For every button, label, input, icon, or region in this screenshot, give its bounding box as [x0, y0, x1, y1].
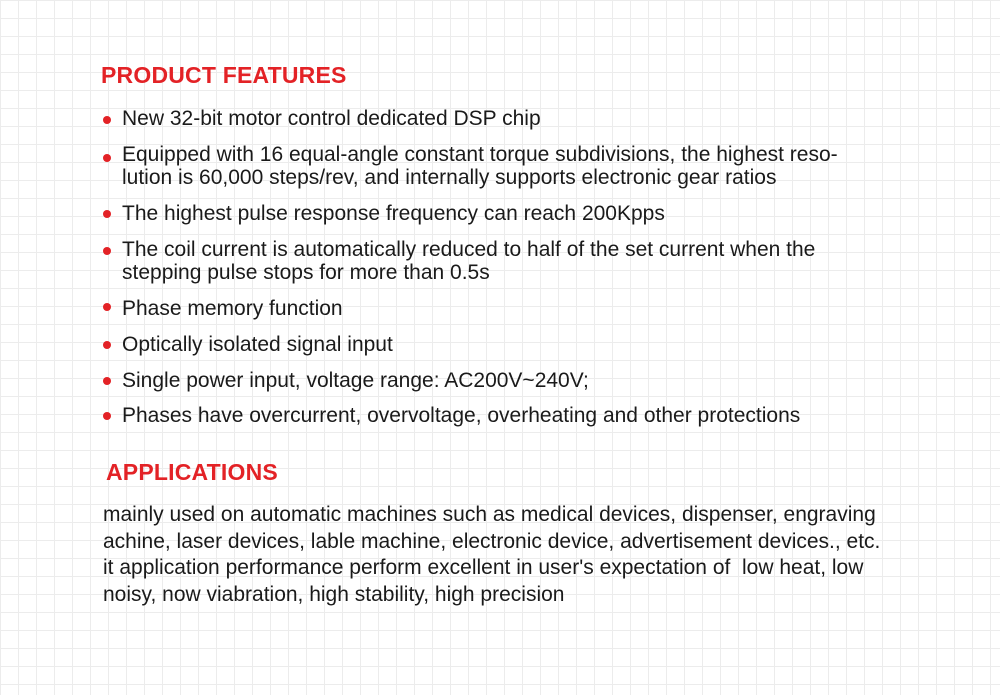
- feature-text: Single power input, voltage range: AC200V~240V;: [122, 369, 589, 392]
- bullet-icon: [103, 303, 111, 311]
- feature-text: The coil current is automatically reduced to half of the set current when the stepping pulse stops for more than 0.5s: [122, 238, 816, 284]
- feature-text: New 32-bit motor control dedicated DSP chip: [122, 107, 541, 130]
- applications-line: it application performance perform excellent in user's expectation of low heat, low: [103, 556, 864, 579]
- bullet-icon: [103, 247, 111, 255]
- product-features-heading: PRODUCT FEATURES: [101, 62, 347, 88]
- bullet-icon: [103, 210, 111, 218]
- applications-paragraph: [103, 502, 943, 608]
- feature-text: Equipped with 16 equal-angle constant torque subdivisions, the highest reso- lution is 60,000 steps/rev, and internally supports electronic gear ratios: [122, 143, 838, 189]
- bullet-icon: [103, 154, 111, 162]
- applications-heading: APPLICATIONS: [106, 459, 278, 485]
- feature-text: Optically isolated signal input: [122, 333, 393, 356]
- bullet-icon: [103, 341, 111, 349]
- feature-text: Phase memory function: [122, 297, 343, 320]
- bullet-icon: [103, 377, 111, 385]
- bullet-icon: [103, 412, 111, 420]
- feature-text: Phases have overcurrent, overvoltage, overheating and other protections: [122, 404, 801, 427]
- bullet-icon: [103, 116, 111, 124]
- applications-line: noisy, now viabration, high stability, high precision: [103, 582, 565, 606]
- feature-text: The highest pulse response frequency can reach 200Kpps: [122, 202, 665, 225]
- applications-line: achine, laser devices, lable machine, electronic device, advertisement devices., etc.: [103, 529, 881, 553]
- applications-line: mainly used on automatic machines such as medical devices, dispenser, engraving: [103, 503, 876, 526]
